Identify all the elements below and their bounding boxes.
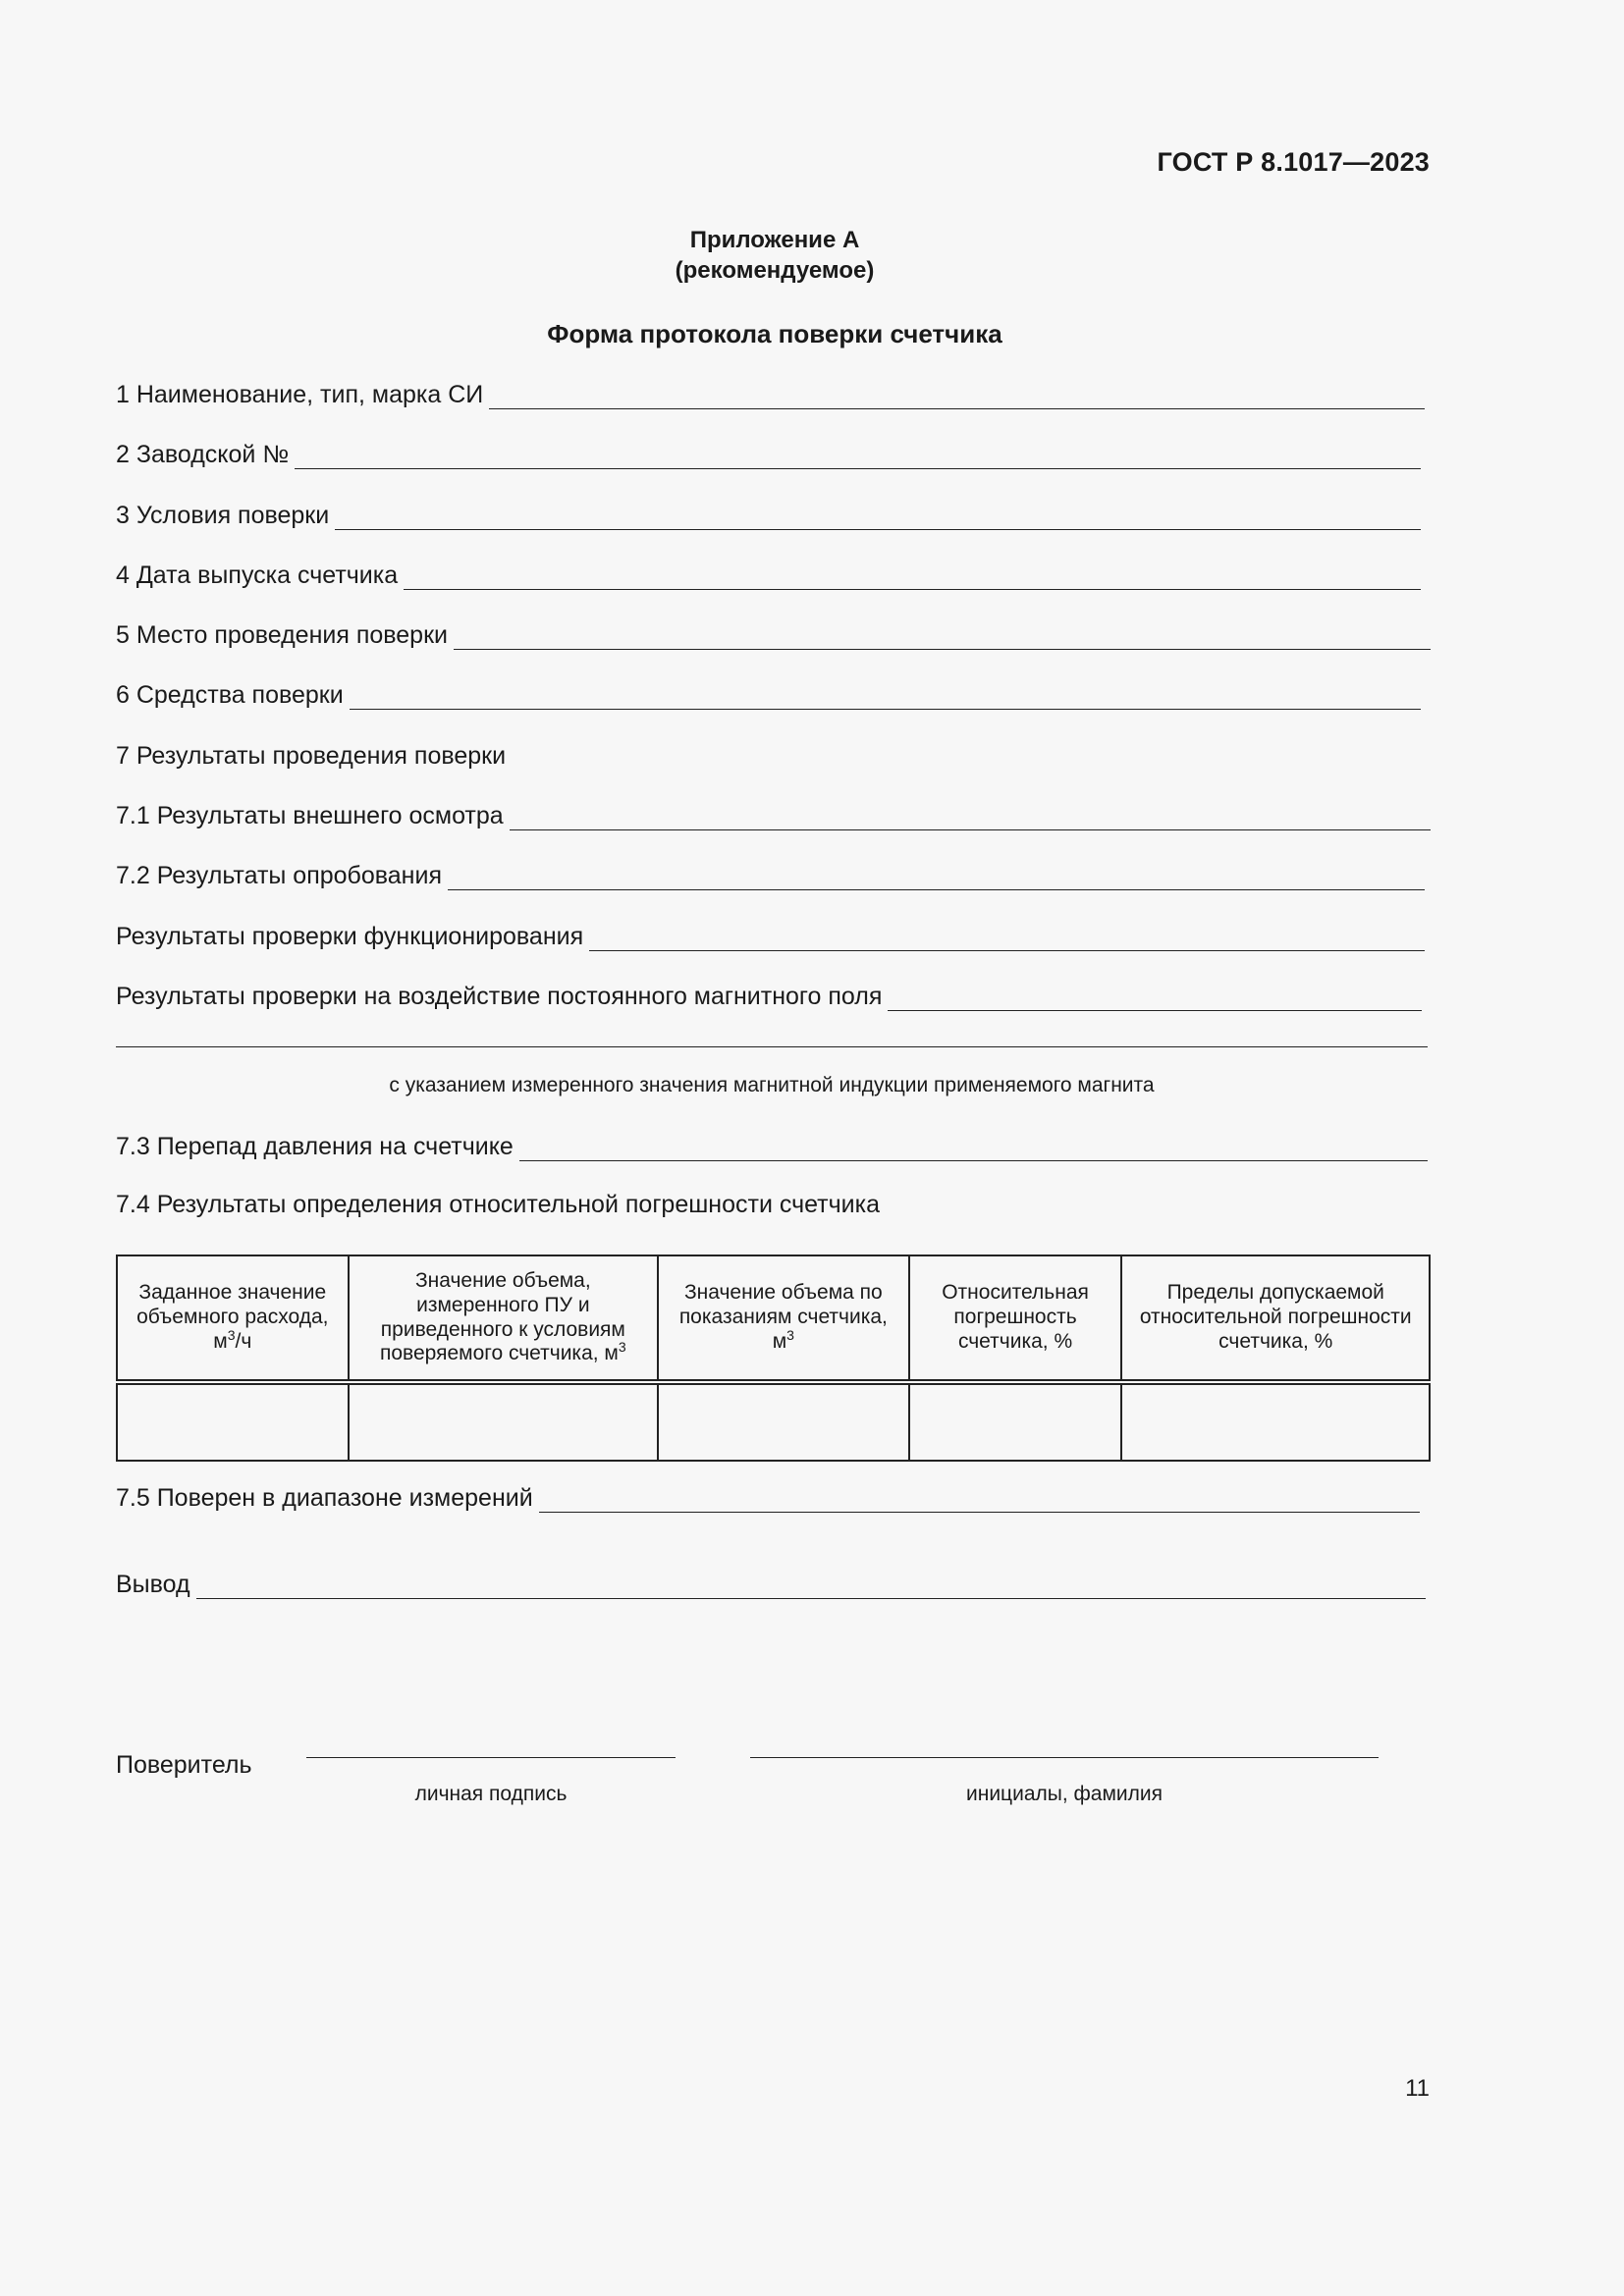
field-pressure-drop — [116, 1130, 1428, 1161]
table-cell[interactable] — [909, 1382, 1122, 1461]
fill-line[interactable] — [510, 808, 1431, 830]
fill-line[interactable] — [454, 627, 1431, 650]
field-label: 6 Средства поверки — [116, 681, 344, 709]
field-si-name — [116, 378, 1425, 409]
magnetic-field-caption: с указанием измеренного значения магнитной индукции применяемого магнита — [389, 1074, 1155, 1096]
table-cell[interactable] — [117, 1382, 349, 1461]
form-title: Форма протокола поверки счетчика — [547, 319, 1002, 348]
column-header-flow-rate: Заданное значение объемного расхода, $м^3/ч$ — [117, 1255, 349, 1382]
field-label: 7.1 Результаты внешнего осмотра — [116, 802, 504, 829]
table-cell[interactable] — [658, 1382, 909, 1461]
field-verification-conditions — [116, 499, 1421, 530]
fill-line[interactable] — [295, 447, 1421, 469]
field-label: 1 Наименование, тип, марка СИ — [116, 381, 484, 408]
section-results-heading: 7 Результаты проведения поверки — [116, 742, 507, 770]
document-code: ГОСТ Р 8.1017—2023 — [1157, 147, 1430, 177]
fill-line[interactable] — [539, 1490, 1420, 1513]
column-header-meter-volume: Значение объема по показаниям счетчика, $м^3$ — [658, 1255, 909, 1382]
magnetic-field-fill-line[interactable] — [116, 1046, 1428, 1047]
column-header-error-limits: Пределы допускаемой относительной погрешности счетчика, % — [1121, 1255, 1430, 1382]
field-manufacture-date — [116, 559, 1421, 590]
field-label: 7.2 Результаты опробования — [116, 862, 442, 889]
field-label: 5 Место проведения поверки — [116, 621, 448, 649]
field-functioning-check — [116, 920, 1425, 951]
field-label: 3 Условия поверки — [116, 502, 330, 529]
field-label: Вывод — [116, 1571, 190, 1598]
initials-surname-caption: инициалы, фамилия — [966, 1783, 1163, 1805]
field-testing-results — [116, 859, 1425, 890]
signature-line[interactable] — [306, 1757, 676, 1758]
column-header-relative-error: Относительная погрешность счетчика, % — [909, 1255, 1122, 1382]
fill-line[interactable] — [196, 1576, 1426, 1599]
field-label: 4 Дата выпуска счетчика — [116, 561, 399, 589]
field-conclusion — [116, 1568, 1426, 1599]
table-cell[interactable] — [1121, 1382, 1430, 1461]
initials-surname-line[interactable] — [750, 1757, 1379, 1758]
fill-line[interactable] — [589, 929, 1425, 951]
fill-line[interactable] — [350, 687, 1421, 710]
table-cell[interactable] — [349, 1382, 658, 1461]
fill-line[interactable] — [888, 988, 1422, 1011]
fill-line[interactable] — [519, 1139, 1428, 1161]
field-label: Результаты проверки функционирования — [116, 923, 584, 950]
section-error-heading: 7.4 Результаты определения относительной погрешности счетчика — [116, 1191, 881, 1218]
field-label: 7.5 Поверен в диапазоне измерений — [116, 1484, 533, 1512]
fill-line[interactable] — [404, 567, 1421, 590]
page-number: 11 — [1405, 2075, 1430, 2102]
error-results-table — [116, 1255, 1431, 1462]
field-measurement-range — [116, 1481, 1420, 1513]
field-label: Результаты проверки на воздействие постоянного магнитного поля — [116, 983, 883, 1010]
fill-line[interactable] — [448, 868, 1425, 890]
verifier-label: Поверитель — [116, 1751, 252, 1779]
annex-subtitle: (рекомендуемое) — [675, 257, 875, 284]
field-magnetic-field-check — [116, 980, 1422, 1011]
field-external-inspection — [116, 799, 1431, 830]
table-row — [117, 1382, 1430, 1461]
signature-caption: личная подпись — [414, 1783, 568, 1805]
field-label: 7.3 Перепад давления на счетчике — [116, 1133, 514, 1160]
field-verification-place — [116, 618, 1431, 650]
fill-line[interactable] — [335, 507, 1421, 530]
annex-title: Приложение А — [689, 227, 860, 253]
field-serial-number — [116, 438, 1421, 469]
column-header-reference-volume: Значение объема, измеренного ПУ и приведенного к условиям поверяемого счетчика, $м^3$ — [349, 1255, 658, 1382]
field-label: 2 Заводской № — [116, 441, 290, 468]
field-verification-means — [116, 678, 1421, 710]
fill-line[interactable] — [489, 387, 1425, 409]
table-header-row — [117, 1255, 1430, 1382]
